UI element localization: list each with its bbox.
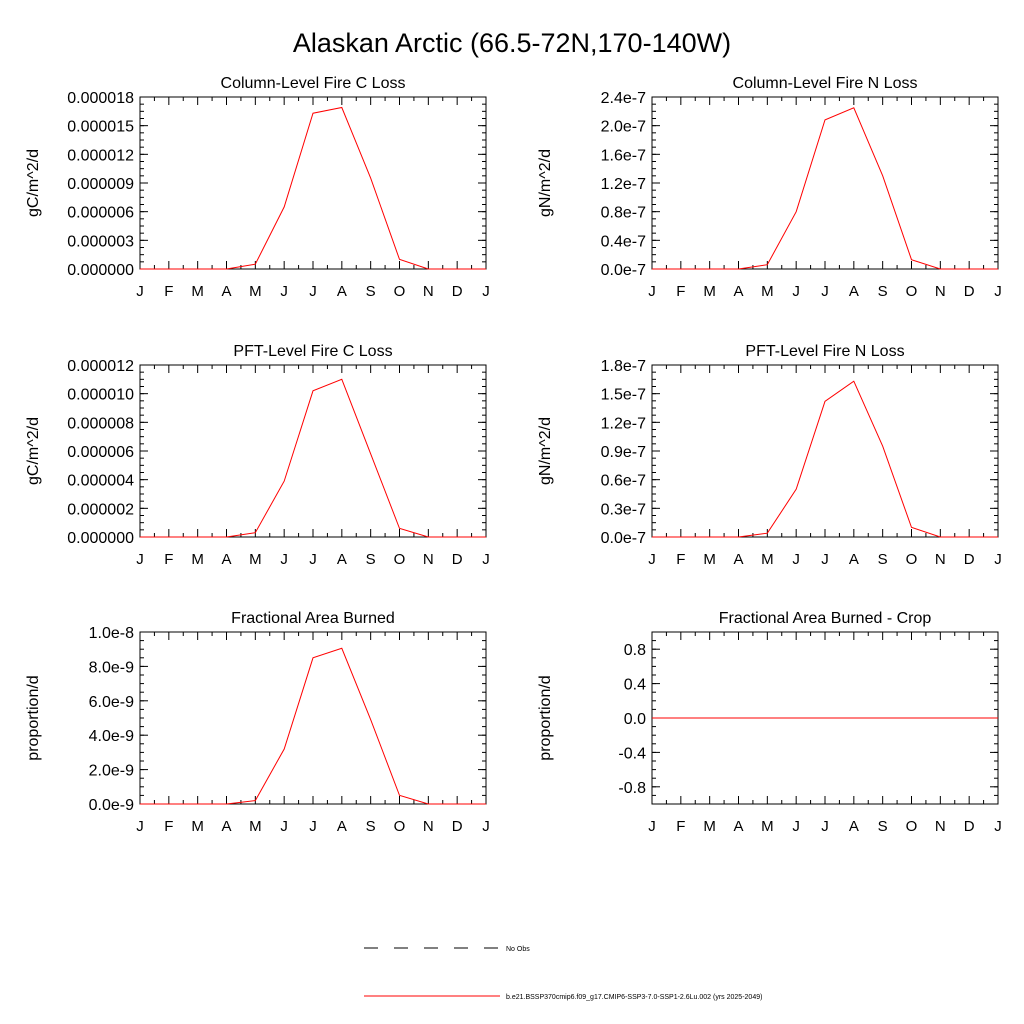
y-tick-label: 1.8e-7 — [600, 358, 646, 375]
x-tick-label: J — [648, 551, 656, 568]
x-tick-label: J — [821, 551, 829, 568]
x-tick-label: J — [136, 818, 144, 835]
x-tick-label: M — [761, 551, 774, 568]
x-tick-label: A — [848, 818, 859, 835]
figure-title: Alaskan Arctic (66.5-72N,170-140W) — [292, 28, 732, 58]
x-tick-label: A — [336, 551, 347, 568]
y-tick-label: 0.000006 — [67, 444, 134, 461]
x-tick-label: J — [482, 818, 490, 835]
x-tick-label: J — [136, 283, 144, 300]
x-tick-label: A — [733, 283, 744, 300]
y-tick-label: 0.000000 — [67, 262, 134, 279]
x-tick-label: M — [249, 818, 262, 835]
x-tick-label: S — [365, 551, 376, 568]
x-tick-label: N — [934, 551, 946, 568]
x-tick-label: D — [451, 283, 463, 300]
y-tick-label: 0.000000 — [67, 530, 134, 547]
y-tick-label: 0.000012 — [67, 147, 134, 165]
x-tick-label: A — [221, 551, 232, 568]
y-tick-label: 0.000004 — [67, 472, 134, 490]
y-tick-label: 0.0e-7 — [600, 262, 646, 279]
x-tick-label: J — [309, 283, 317, 300]
y-tick-label: -0.8 — [618, 779, 646, 797]
chart-panel-6 — [537, 610, 1002, 835]
x-tick-label: F — [164, 818, 174, 835]
chart-title: Column-Level Fire C Loss — [220, 75, 406, 92]
x-tick-label: O — [905, 818, 918, 835]
series-line — [140, 648, 486, 804]
x-tick-label: J — [136, 551, 144, 568]
legend-label: No Obs — [506, 946, 530, 953]
legend-label: b.e21.BSSP370cmip6.f09_g17.CMIP6-SSP3-7.0-SSP1-2.6Lu.002 (yrs 2025-2049) — [506, 994, 763, 1001]
y-tick-label: 0.000006 — [67, 204, 134, 222]
x-tick-label: J — [482, 283, 490, 300]
series-line — [652, 108, 998, 269]
x-tick-label: J — [792, 818, 800, 835]
x-tick-label: D — [451, 551, 463, 568]
y-tick-label: 0.000008 — [67, 415, 134, 433]
chart-panel-1 — [25, 75, 490, 300]
x-tick-label: M — [191, 818, 204, 835]
x-tick-label: F — [676, 818, 686, 835]
x-tick-label: M — [761, 818, 774, 835]
y-tick-label: 4.0e-9 — [88, 728, 134, 746]
y-tick-label: 6.0e-9 — [88, 693, 134, 711]
x-tick-label: F — [676, 551, 686, 568]
x-tick-label: J — [994, 283, 1002, 300]
x-tick-label: J — [792, 551, 800, 568]
x-tick-label: S — [877, 551, 888, 568]
chart-panel-4 — [537, 343, 1002, 568]
y-tick-label: 2.0e-9 — [88, 762, 134, 780]
x-tick-label: M — [761, 283, 774, 300]
series-line — [652, 381, 998, 537]
x-tick-label: J — [309, 818, 317, 835]
x-tick-label: D — [963, 283, 975, 300]
x-tick-label: A — [336, 283, 347, 300]
chart-panel-2 — [537, 75, 1002, 300]
y-tick-label: 0.8 — [623, 642, 646, 660]
y-tick-label: 0.000002 — [67, 501, 134, 519]
x-tick-label: S — [365, 818, 376, 835]
y-tick-label: 0.3e-7 — [600, 501, 646, 519]
chart-title: PFT-Level Fire N Loss — [745, 343, 905, 360]
x-tick-label: O — [393, 551, 406, 568]
y-axis-label: proportion/d — [537, 675, 554, 761]
x-tick-label: M — [191, 551, 204, 568]
y-tick-label: 0.4e-7 — [600, 233, 646, 251]
y-axis-label: gC/m^2/d — [25, 417, 42, 485]
x-tick-label: M — [249, 551, 262, 568]
legend — [364, 946, 762, 1001]
plot-frame — [652, 365, 998, 537]
y-tick-label: 0.0e-9 — [88, 797, 134, 814]
x-tick-label: F — [676, 283, 686, 300]
x-tick-label: N — [422, 818, 434, 835]
chart-title: Column-Level Fire N Loss — [732, 75, 918, 92]
y-tick-label: 0.000009 — [67, 176, 134, 193]
x-tick-label: J — [821, 818, 829, 835]
legend-entry-2 — [364, 994, 762, 1001]
x-tick-label: J — [994, 818, 1002, 835]
chart-panel-5 — [25, 610, 490, 835]
plot-frame — [652, 97, 998, 269]
x-tick-label: N — [422, 551, 434, 568]
x-tick-label: M — [191, 283, 204, 300]
x-tick-label: O — [393, 818, 406, 835]
x-tick-label: A — [848, 551, 859, 568]
x-tick-label: J — [280, 818, 288, 835]
x-tick-label: O — [905, 551, 918, 568]
y-tick-label: 1.6e-7 — [600, 147, 646, 165]
chart-title: PFT-Level Fire C Loss — [233, 343, 393, 360]
y-tick-label: 0.9e-7 — [600, 444, 646, 461]
x-tick-label: J — [648, 283, 656, 300]
x-tick-label: A — [733, 818, 744, 835]
plot-frame — [140, 97, 486, 269]
y-tick-label: 1.5e-7 — [600, 386, 646, 404]
y-tick-label: 0.000012 — [67, 358, 134, 375]
y-tick-label: 0.000015 — [67, 118, 134, 136]
x-tick-label: N — [934, 283, 946, 300]
y-tick-label: 0.000003 — [67, 233, 134, 251]
x-tick-label: J — [792, 283, 800, 300]
x-tick-label: A — [221, 818, 232, 835]
x-tick-label: J — [280, 551, 288, 568]
x-tick-label: N — [934, 818, 946, 835]
x-tick-label: J — [994, 551, 1002, 568]
y-tick-label: 0.0 — [623, 711, 646, 728]
x-tick-label: A — [848, 283, 859, 300]
y-tick-label: 0.000018 — [67, 90, 134, 107]
y-tick-label: 1.2e-7 — [600, 415, 646, 433]
y-tick-label: 0.000010 — [67, 386, 134, 404]
y-tick-label: 2.0e-7 — [600, 118, 646, 136]
x-tick-label: N — [422, 283, 434, 300]
y-tick-label: 1.0e-8 — [88, 625, 134, 642]
x-tick-label: J — [648, 818, 656, 835]
y-tick-label: 0.6e-7 — [600, 472, 646, 490]
x-tick-label: S — [365, 283, 376, 300]
x-tick-label: O — [393, 283, 406, 300]
x-tick-label: D — [451, 818, 463, 835]
x-tick-label: M — [703, 283, 716, 300]
chart-panel-3 — [25, 343, 490, 568]
y-tick-label: 0.8e-7 — [600, 204, 646, 222]
panels — [25, 75, 1002, 835]
x-tick-label: M — [249, 283, 262, 300]
series-line — [140, 108, 486, 270]
chart-title: Fractional Area Burned - Crop — [718, 610, 932, 627]
x-tick-label: F — [164, 551, 174, 568]
x-tick-label: J — [309, 551, 317, 568]
y-axis-label: gN/m^2/d — [537, 417, 554, 485]
y-axis-label: gN/m^2/d — [537, 149, 554, 217]
y-tick-label: 1.2e-7 — [600, 176, 646, 193]
x-tick-label: M — [703, 818, 716, 835]
y-axis-label: gC/m^2/d — [25, 149, 42, 217]
x-tick-label: A — [733, 551, 744, 568]
x-tick-label: J — [280, 283, 288, 300]
y-tick-label: 0.4 — [623, 676, 646, 694]
y-tick-label: 8.0e-9 — [88, 659, 134, 677]
chart-title: Fractional Area Burned — [231, 610, 395, 627]
legend-entry-1 — [364, 946, 530, 953]
x-tick-label: A — [336, 818, 347, 835]
x-tick-label: S — [877, 818, 888, 835]
x-tick-label: J — [482, 551, 490, 568]
x-tick-label: F — [164, 283, 174, 300]
x-tick-label: M — [703, 551, 716, 568]
x-tick-label: A — [221, 283, 232, 300]
y-axis-label: proportion/d — [25, 675, 42, 761]
x-tick-label: D — [963, 551, 975, 568]
y-tick-label: 2.4e-7 — [600, 90, 646, 107]
y-tick-label: 0.0e-7 — [600, 530, 646, 547]
x-tick-label: S — [877, 283, 888, 300]
x-tick-label: J — [821, 283, 829, 300]
series-line — [140, 379, 486, 537]
y-tick-label: -0.4 — [618, 745, 646, 763]
x-tick-label: D — [963, 818, 975, 835]
x-tick-label: O — [905, 283, 918, 300]
